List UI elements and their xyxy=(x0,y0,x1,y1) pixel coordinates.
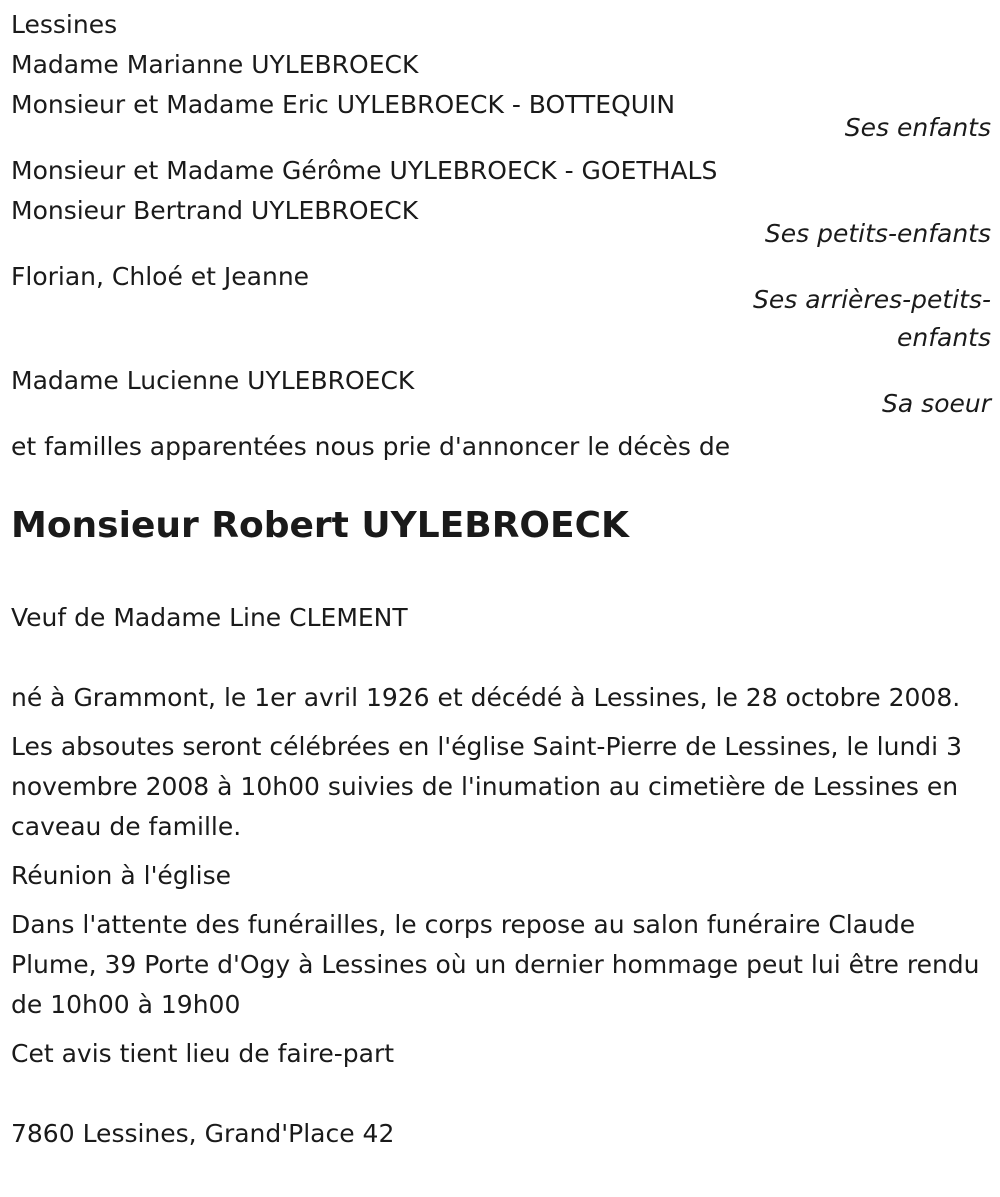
role-sister: Sa soeur xyxy=(882,389,991,418)
role-children: Ses enfants xyxy=(844,113,991,142)
family-line-2: Monsieur et Madame Eric UYLEBROECK - BOTTEQUIN xyxy=(11,90,676,119)
notice-paragraph: Cet avis tient lieu de faire-part xyxy=(11,1039,395,1068)
family-line-1: Madame Marianne UYLEBROECK xyxy=(11,50,419,79)
viewing-paragraph: Dans l'attente des funérailles, le corps repose au salon funéraire Claude Plume, 39 Porte d'Ogy à Lessines où un dernier hommage peut lui être rendu de 10h00 à 19h00 xyxy=(11,910,980,1019)
role-great-grandchildren-1: Ses arrières-petits- xyxy=(753,285,991,314)
obituary-notice xyxy=(11,0,991,1154)
announce-line: et familles apparentées nous prie d'annoncer le décès de xyxy=(11,432,731,461)
meeting-paragraph: Réunion à l'église xyxy=(11,861,231,890)
role-great-grandchildren-2: enfants xyxy=(896,323,991,352)
role-grandchildren: Ses petits-enfants xyxy=(764,219,991,248)
header-location: Lessines xyxy=(11,10,118,39)
birth-death-paragraph: né à Grammont, le 1er avril 1926 et décédé à Lessines, le 28 octobre 2008. xyxy=(11,683,961,712)
address-line: 7860 Lessines, Grand'Place 42 xyxy=(11,1119,395,1148)
widower-line: Veuf de Madame Line CLEMENT xyxy=(11,603,408,632)
great-grandchildren-line: Florian, Chloé et Jeanne xyxy=(11,262,310,291)
ceremony-paragraph: Les absoutes seront célébrées en l'église Saint-Pierre de Lessines, le lundi 3 novembre 2008 à 10h00 suivies de l'inumation au cimetière de Lessines en caveau de famille. xyxy=(11,732,962,841)
sister-line: Madame Lucienne UYLEBROECK xyxy=(11,366,415,395)
deceased-name: Monsieur Robert UYLEBROECK xyxy=(11,505,629,546)
grandchild-line-1: Monsieur et Madame Gérôme UYLEBROECK - GOETHALS xyxy=(11,156,718,185)
grandchild-line-2: Monsieur Bertrand UYLEBROECK xyxy=(11,196,419,225)
